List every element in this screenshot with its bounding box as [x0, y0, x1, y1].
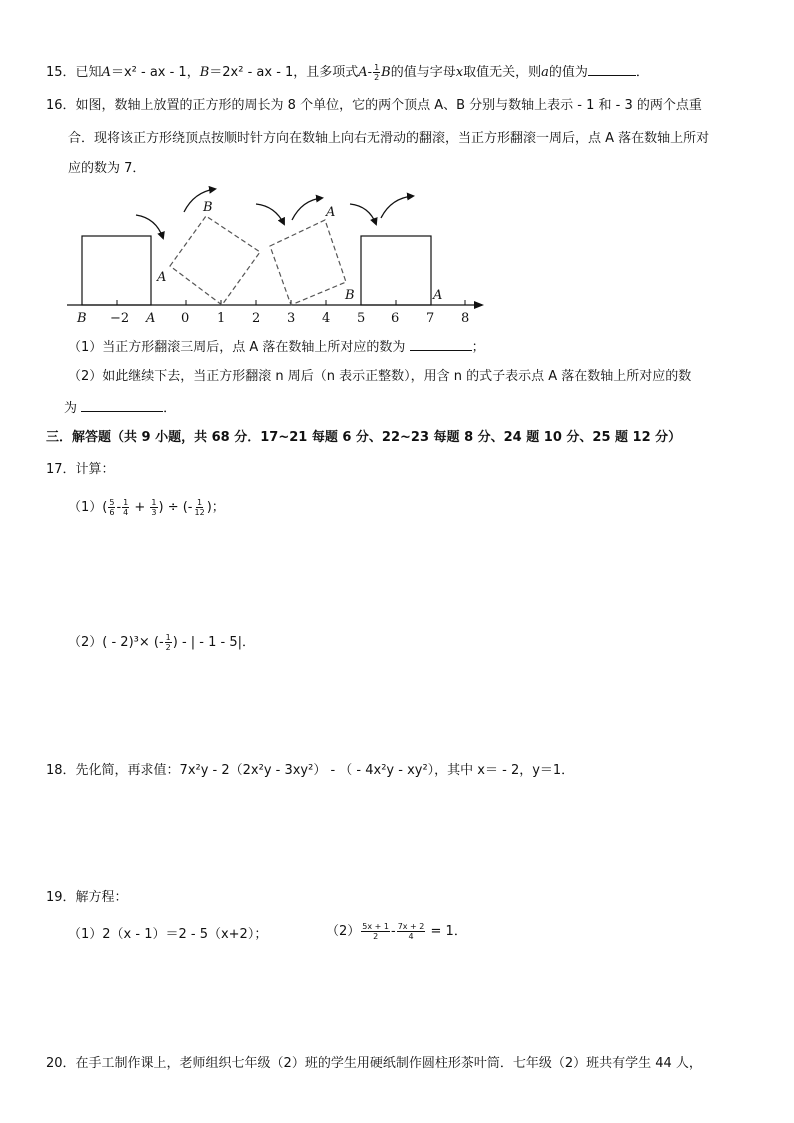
question-16-sub-2: （2）如此继续下去，当正方形翻滚 n 周后（n 表示正整数），用含 n 的式子表示点 A 落在数轴上所对应的数 — [68, 369, 692, 384]
q15-answer-blank[interactable] — [588, 62, 636, 76]
q16-sub2-answer-blank[interactable] — [81, 398, 163, 412]
vertex-label-a-1: A — [157, 270, 167, 285]
vertex-label-a-2: A — [326, 205, 336, 220]
q15-frac-num: 1 — [374, 63, 380, 72]
q17-p1-open: （1）( — [68, 500, 108, 515]
q17-p2-open: （2）( - 2)³× (- — [68, 635, 164, 650]
q17-p1-frac-1 — [108, 498, 115, 517]
q15-fraction — [373, 63, 380, 82]
q15-var-a: A — [101, 65, 111, 80]
q15-expr-b: ＝2x² - ax - 1，且多项式 — [209, 65, 359, 80]
q19-p2-equals: = 1． — [426, 924, 467, 939]
roll-arrow-1 — [136, 215, 163, 238]
q15-number: 15． — [46, 65, 76, 80]
q17-p1-divide: ) ÷ (- — [158, 500, 193, 515]
question-17-part-1 — [68, 498, 225, 517]
frac-den: 3 — [151, 508, 157, 517]
frac-num: 7x + 2 — [397, 922, 425, 931]
roll-arrow-6 — [381, 196, 413, 218]
roll-arrow-3 — [256, 204, 284, 224]
frac-den: 4 — [408, 932, 414, 941]
question-17-part-2 — [68, 633, 255, 652]
q17-p1-frac-2 — [122, 498, 129, 517]
q15-var-x: x — [455, 65, 464, 80]
question-17-title: 17．计算： — [46, 462, 115, 477]
q15-var-b2: B — [381, 65, 391, 80]
question-19-part-2 — [326, 922, 467, 941]
frac-num: 1 — [197, 498, 203, 507]
axis-label-3: 3 — [287, 311, 296, 326]
roll-arrow-4 — [292, 198, 322, 220]
question-19-title: 19．解方程： — [46, 890, 128, 905]
frac-den: 12 — [194, 508, 205, 517]
question-16-sub-1 — [68, 337, 485, 357]
question-16-line-1: 16．如图，数轴上放置的正方形的周长为 8 个单位，它的两个顶点 A、B 分别与数轴上表示 - 1 和 - 3 的两个点重 — [46, 98, 702, 113]
q15-frac-den: 2 — [374, 73, 380, 82]
q15-text-3: 取值无关，则 — [463, 65, 542, 80]
q17-p2-close: ) - | - 1 - 5|． — [172, 635, 255, 650]
axis-label-1: 1 — [217, 311, 226, 326]
frac-num: 5 — [109, 498, 115, 507]
question-18: 18．先化简，再求值：7x²y - 2（2x²y - 3xy²） - （ - 4x²y - xy²），其中 x＝ - 2，y＝1． — [46, 763, 575, 778]
q16-sub2-end: ． — [163, 401, 177, 416]
question-15 — [46, 62, 649, 82]
roll-arrow-5 — [350, 204, 376, 224]
q15-period: ． — [635, 65, 649, 80]
vertex-label-b-1: B — [203, 200, 213, 215]
axis-label-2: 2 — [252, 311, 261, 326]
question-16-line-3: 应的数为 7． — [68, 161, 146, 176]
q19-p2-minus: - — [390, 924, 396, 939]
frac-den: 4 — [123, 508, 129, 517]
square-rolling-1 — [170, 216, 260, 305]
q16-sub1-end: ； — [471, 340, 485, 355]
question-19-part-1: （1）2（x - 1）＝2 - 5（x+2）； — [68, 927, 268, 942]
q15-text-2: 的值与字母 — [390, 65, 456, 80]
frac-num: 1 — [165, 633, 171, 642]
q19-p2-label: （2） — [326, 924, 361, 939]
q15-expr-a: ＝x² - ax - 1， — [110, 65, 200, 80]
q16-sub2-prefix: 为 — [64, 401, 78, 416]
frac-den: 2 — [373, 932, 379, 941]
q15-text: 已知 — [75, 65, 102, 80]
q17-p1-close: )； — [206, 500, 225, 515]
number-line-figure — [60, 182, 500, 332]
square-end — [361, 236, 431, 305]
frac-den: 2 — [165, 643, 171, 652]
axis-label-b: B — [77, 311, 87, 326]
q17-p1-frac-3 — [150, 498, 157, 517]
q19-p2-frac-2 — [397, 922, 426, 941]
axis-label-8: 8 — [461, 311, 470, 326]
frac-num: 5x + 1 — [362, 922, 389, 931]
question-16-sub-2-cont — [64, 398, 176, 418]
q15-poly: A- — [358, 65, 373, 80]
axis-label-5: 5 — [357, 311, 366, 326]
q15-var-b: B — [199, 65, 210, 80]
axis-label-neg2: −2 — [110, 311, 130, 326]
axis-label-6: 6 — [391, 311, 400, 326]
square-start — [82, 236, 151, 305]
axis-label-0: 0 — [181, 311, 190, 326]
axis-label-a: A — [146, 311, 156, 326]
q19-p2-frac-1 — [361, 922, 390, 941]
square-rolling-2 — [270, 220, 346, 305]
frac-den: 6 — [109, 508, 115, 517]
q16-sub1-answer-blank[interactable] — [410, 337, 472, 351]
question-16-line-2: 合．现将该正方形绕顶点按顺时针方向在数轴上向右无滑动的翻滚，当正方形翻滚一周后，点 A 落在数轴上所对 — [68, 131, 710, 146]
q17-p2-frac — [165, 633, 172, 652]
q17-p1-frac-4 — [194, 498, 206, 517]
axis-label-7: 7 — [426, 311, 435, 326]
axis-label-4: 4 — [322, 311, 331, 326]
frac-num: 1 — [151, 498, 157, 507]
vertex-label-a-3: A — [433, 288, 443, 303]
axis-ticks — [82, 300, 465, 305]
q17-p1-minus: - — [116, 500, 122, 515]
section-3-title: 三．解答题（共 9 小题，共 68 分．17~21 每题 6 分、22~23 每题 8 分、24 题 10 分、25 题 12 分） — [46, 430, 682, 445]
q15-text-4: 的值为 — [548, 65, 588, 80]
frac-num: 1 — [123, 498, 129, 507]
q17-p1-plus: + — [130, 500, 150, 515]
q15-var-a-lower: a — [541, 65, 549, 80]
q16-sub1-text: （1）当正方形翻滚三周后，点 A 落在数轴上所对应的数为 — [68, 340, 406, 355]
question-20: 20．在手工制作课上，老师组织七年级（2）班的学生用硬纸制作圆柱形茶叶筒．七年级（2）班共有学生 44 人， — [46, 1056, 702, 1071]
vertex-label-b-2: B — [345, 288, 355, 303]
